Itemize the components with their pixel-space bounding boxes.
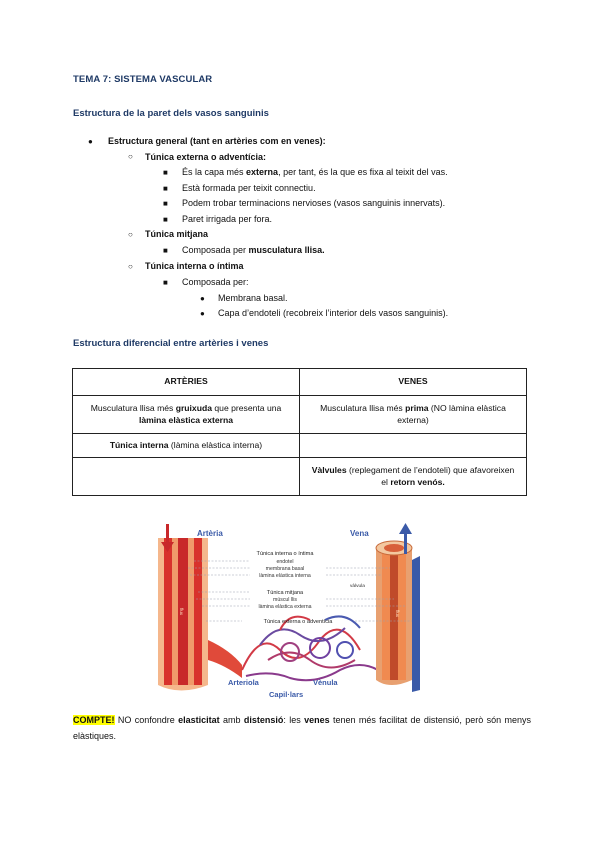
header-arteries: ARTÈRIES <box>73 369 300 396</box>
label-arteria: Artèria <box>197 529 223 538</box>
artery-drawing <box>158 524 242 691</box>
list-item-interna: Túnica interna o íntima <box>145 261 244 271</box>
bullet-circle: ○ <box>128 230 133 239</box>
table-row <box>73 396 527 434</box>
table-header-row <box>73 369 527 396</box>
bullet-square: ■ <box>163 184 168 193</box>
cell-empty <box>300 434 527 458</box>
label-valvula: vàlvula <box>350 584 365 589</box>
label-flux-arteria: flux <box>179 608 184 616</box>
bullet-square: ■ <box>163 168 168 177</box>
label-flux-vena: flux <box>395 610 400 618</box>
label-capillars: Capil·lars <box>269 690 304 699</box>
list-item-mitjana: Túnica mitjana <box>145 229 209 239</box>
cell-venes-muscle: Musculatura llisa més prima (NO làmina elàstica externa) <box>300 396 527 434</box>
table-row <box>73 458 527 496</box>
header-venes: VENES <box>300 369 527 396</box>
page-title: TEMA 7: SISTEMA VASCULAR <box>73 74 213 85</box>
bullet-dot: ● <box>200 309 205 318</box>
list-item-externa: Túnica externa o adventícia: <box>145 152 267 162</box>
list-item-interna-1: Composada per: <box>182 277 249 287</box>
list-item-externa-1: És la capa més externa, per tant, és la que es fixa al teixit del vas. <box>182 167 448 177</box>
list-item-interna-sub2: Capa d’endoteli (recobreix l’interior dels vasos sanguinis). <box>218 308 449 318</box>
label-muscul-llis: múscul llis <box>273 597 297 603</box>
label-lamina-interna: làmina elàstica interna <box>259 573 311 579</box>
bullet-circle: ○ <box>128 262 133 271</box>
label-vena: Vena <box>350 529 369 538</box>
bullet-dot: ● <box>88 137 93 146</box>
bullet-square: ■ <box>163 246 168 255</box>
vein-drawing <box>376 523 420 692</box>
list-item-externa-4: Paret irrigada per fora. <box>182 214 273 224</box>
label-venula: Vènula <box>313 678 338 687</box>
capillary-network <box>242 616 378 680</box>
cell-arteries-interna: Túnica interna (làmina elàstica interna) <box>73 434 300 458</box>
vessel-illustration <box>150 520 470 702</box>
label-tunica-mitjana: Túnica mitjana <box>266 590 304 596</box>
table-row <box>73 434 527 458</box>
comparison-table <box>72 368 527 496</box>
label-lamina-externa: làmina elàstica externa <box>258 604 312 610</box>
list-item-externa-2: Està formada per teixit connectiu. <box>182 183 316 193</box>
bullet-square: ■ <box>163 199 168 208</box>
section-heading-wall: Estructura de la paret dels vasos sanguinis <box>73 108 269 119</box>
label-tunica-interna: Túnica interna o íntima <box>256 551 314 557</box>
bullet-circle: ○ <box>128 152 133 161</box>
bullet-square: ■ <box>163 278 168 287</box>
warning-note: COMPTE! NO confondre elasticitat amb distensió: les venes tenen més facilitat de distensió, però són menys elàstiques. <box>73 715 532 741</box>
list-item-mitjana-1: Composada per musculatura llisa. <box>182 245 325 255</box>
bullet-dot: ● <box>200 294 205 303</box>
highlight-compte: COMPTE! <box>73 715 115 725</box>
section-heading-diff: Estructura diferencial entre artèries i venes <box>73 338 269 349</box>
cell-arteries-muscle: Musculatura llisa més gruixuda que presenta una làmina elàstica externa <box>73 396 300 434</box>
list-item-externa-3: Podem trobar terminacions nervioses (vasos sanguinis innervats). <box>182 198 446 208</box>
label-endotel: endotel <box>276 559 294 565</box>
label-tunica-externa: Túnica externa o adventícia <box>263 619 333 625</box>
list-item-interna-sub1: Membrana basal. <box>218 293 288 303</box>
cell-empty <box>73 458 300 496</box>
cell-venes-valvules: Vàlvules (replegament de l’endoteli) que afavoreixen el retorn venós. <box>300 458 527 496</box>
label-arteriola: Arteriola <box>228 678 259 687</box>
bullet-square: ■ <box>163 215 168 224</box>
label-membrana-basal: membrana basal <box>265 566 305 572</box>
list-item-general: Estructura general (tant en artèries com en venes): <box>108 136 326 146</box>
